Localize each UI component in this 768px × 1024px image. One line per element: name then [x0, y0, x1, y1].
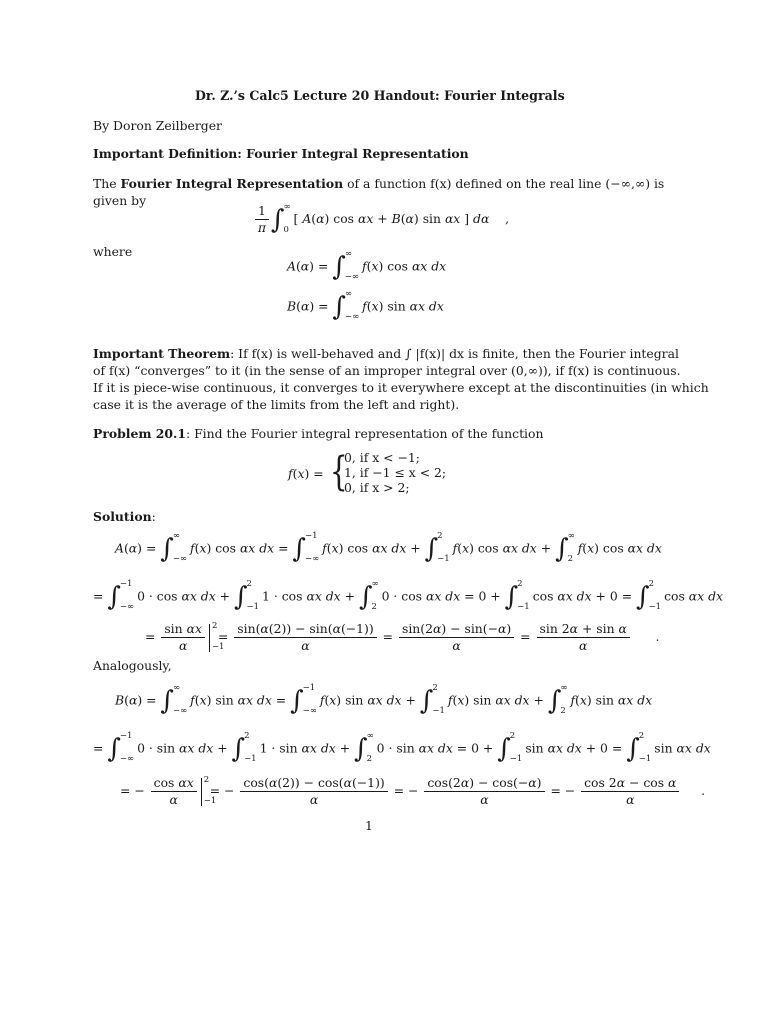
problem-statement	[93, 426, 543, 441]
b-computation-line1: B(α) = ∫ ∞ −∞ f(x) sin αx dx = ∫ −1 −∞ f(x) sin αx dx + ∫ 2 −1 f(x) sin αx dx + ∫ ∞ 2 f(x) sin αx dx	[115, 683, 653, 716]
b-computation-line2: = ∫ −1 −∞ 0 · sin αx dx + ∫ 2 −1 1 · sin αx dx + ∫ ∞ 2 0 · sin αx dx = 0 + ∫ 2 −1 sin αx dx + 0 = ∫ 2 −1 sin αx dx	[93, 731, 711, 764]
intro-post: of a function f(x) defined on the real line (−∞,∞) is	[343, 176, 665, 191]
where-label: where	[93, 244, 133, 259]
solution-label	[93, 509, 156, 524]
theorem-line2: of f(x) “converges” to it (in the sense of an improper integral over (0,∞)), if f(x) is continuous.	[93, 363, 681, 378]
a-alpha-definition: A(α) = ∫ ∞ −∞ f(x) cos αx dx	[287, 249, 447, 282]
case-3: 0, if x > 2;	[344, 480, 410, 495]
analogously-label: Analogously,	[93, 658, 172, 673]
theorem-line1	[93, 346, 679, 361]
theorem-label: Important Theorem	[93, 346, 231, 361]
problem-text: : Find the Fourier integral representation of the function	[185, 426, 544, 441]
theorem-text-line1: : If f(x) is well-behaved and ∫ |f(x)| dx is finite, then the Fourier integral	[230, 346, 679, 361]
b-alpha-definition: B(α) = ∫ ∞ −∞ f(x) sin αx dx	[287, 289, 444, 322]
definition-intro	[93, 176, 664, 191]
author-line: By Doron Zeilberger	[93, 118, 222, 133]
a-computation-line1: A(α) = ∫ ∞ −∞ f(x) cos αx dx = ∫ −1 −∞ f(x) cos αx dx + ∫ 2 −1 f(x) cos αx dx + ∫ ∞ 2 f(x) cos αx dx	[115, 531, 662, 564]
page-title: Dr. Z.’s Calc5 Lecture 20 Handout: Fourier Integrals	[195, 88, 565, 103]
intro-bold: Fourier Integral Representation	[120, 176, 344, 191]
definition-heading: Important Definition: Fourier Integral Representation	[93, 146, 469, 161]
page-number: 1	[365, 818, 373, 833]
problem-label: Problem 20.1	[93, 426, 186, 441]
theorem-line4: case it is the average of the limits from the left and right).	[93, 397, 460, 412]
case-2: 1, if −1 ≤ x < 2;	[344, 465, 447, 480]
definition-intro-line2: given by	[93, 193, 147, 208]
case-1: 0, if x < −1;	[344, 450, 420, 465]
solution-colon: :	[151, 509, 156, 524]
solution-label-text: Solution	[93, 509, 152, 524]
theorem-line3: If it is piece-wise continuous, it converges to it everywhere except at the discontinuities (in which	[93, 380, 709, 395]
b-computation-line3: = − $\frac{\text{cos αx}}{\alpha}$ 2 −1 = − $\frac{\cos(\alpha(2)) - \cos(\alpha(-1))}{\alpha}$ = − $\frac{\cos(2\alpha) - \cos(-\alpha)}{\alpha}$ = − $\frac{\text{cos 2α − cos α}}{\alpha}$ .	[120, 774, 706, 807]
fourier-integral-formula: $\frac{1}{\pi}$ ∫ ∞ 0 [ A(α) cos αx + B(α) sin αx ] dα ,	[253, 204, 509, 235]
a-computation-line2: = ∫ −1 −∞ 0 · cos αx dx + ∫ 2 −1 1 · cos αx dx + ∫ ∞ 2 0 · cos αx dx = 0 + ∫ 2 −1 cos αx dx + 0 = ∫ 2 −1 cos αx dx	[93, 579, 724, 612]
a-computation-line3: = $\frac{\text{sin αx}}{\alpha}$ 2 −1 = $\frac{\sin(\alpha(2)) - \sin(\alpha(-1))}{\alpha}$ = $\frac{\sin(2\alpha) - \sin(-\alpha)}{\alpha}$ = $\frac{\text{sin 2α + sin α}}{\alpha}$ .	[145, 620, 660, 653]
intro-pre: The	[93, 176, 121, 191]
